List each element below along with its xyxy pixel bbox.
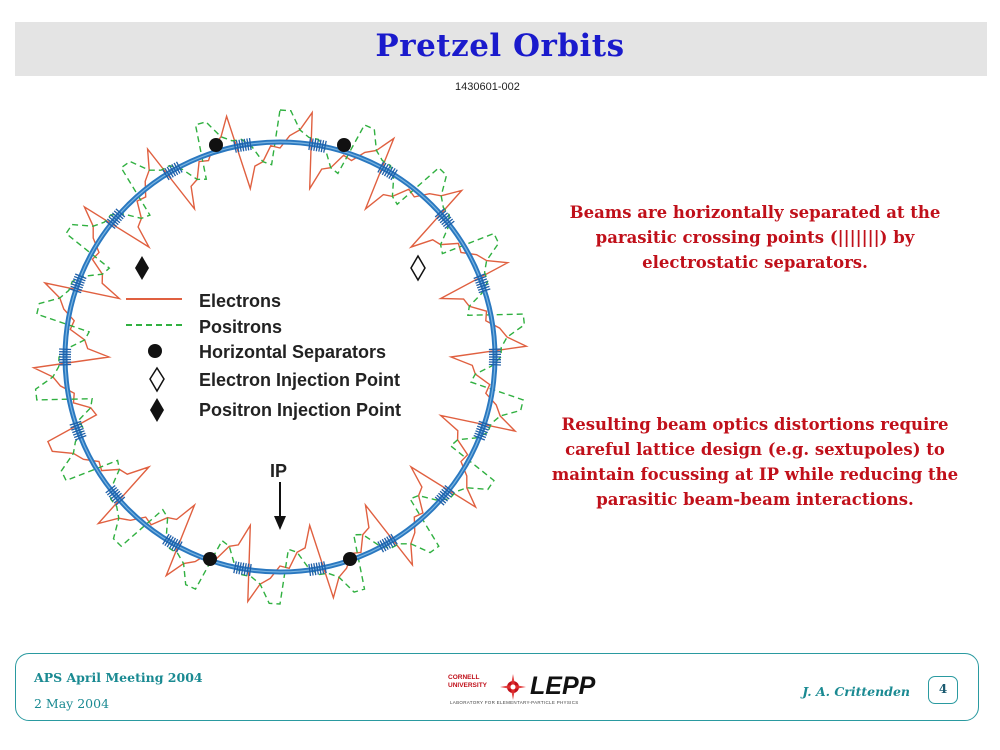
crossing-hash bbox=[59, 349, 71, 365]
logo-lepp: LEPP bbox=[530, 672, 596, 700]
logo-star-icon bbox=[500, 674, 526, 700]
legend-positron-injection-label: Positron Injection Point bbox=[199, 400, 401, 420]
footer-date: 2 May 2004 bbox=[34, 696, 110, 711]
page-title: Pretzel Orbits bbox=[375, 28, 625, 64]
note-beam-separation: Beams are horizontally separated at the parasitic crossing points (|||||||) by electrostatic separators. bbox=[569, 203, 941, 272]
ip-label: IP bbox=[270, 461, 288, 481]
ip-marker bbox=[270, 461, 287, 530]
legend-positron-injection-swatch bbox=[150, 398, 164, 422]
legend-separator-label: Horizontal Separators bbox=[199, 342, 387, 362]
note-optics-distortions: Resulting beam optics distortions require careful lattice design (e.g. sextupoles) to maintain focussing at IP while reducing the parasitic beam-beam interactions. bbox=[551, 415, 959, 509]
separator-dot bbox=[209, 138, 223, 152]
lepp-logo bbox=[448, 670, 598, 708]
legend-positrons-label: Positrons bbox=[199, 317, 283, 337]
logo-cornell: CORNELL bbox=[448, 674, 480, 681]
electron-injection-marker bbox=[411, 256, 425, 280]
footer-author: J. A. Crittenden bbox=[802, 684, 910, 699]
positron-injection-marker bbox=[135, 256, 149, 280]
separator-dot bbox=[203, 552, 217, 566]
separator-dot bbox=[337, 138, 351, 152]
legend-electron-injection-swatch bbox=[150, 368, 164, 391]
footer-conference: APS April Meeting 2004 bbox=[34, 670, 203, 685]
legend-separator-swatch bbox=[148, 344, 162, 358]
logo-subtitle: LABORATORY FOR ELEMENTARY-PARTICLE PHYSICS bbox=[450, 700, 579, 705]
legend bbox=[126, 291, 401, 422]
crossing-hash bbox=[489, 349, 501, 365]
logo-university: UNIVERSITY bbox=[448, 682, 488, 689]
figure-id: 1430601-002 bbox=[455, 81, 520, 93]
legend-electrons-label: Electrons bbox=[199, 291, 282, 311]
separator-dot bbox=[343, 552, 357, 566]
legend-electron-injection-label: Electron Injection Point bbox=[199, 370, 401, 390]
page-number: 4 bbox=[928, 676, 958, 704]
ip-arrow-head bbox=[274, 516, 286, 530]
footer bbox=[15, 653, 979, 721]
